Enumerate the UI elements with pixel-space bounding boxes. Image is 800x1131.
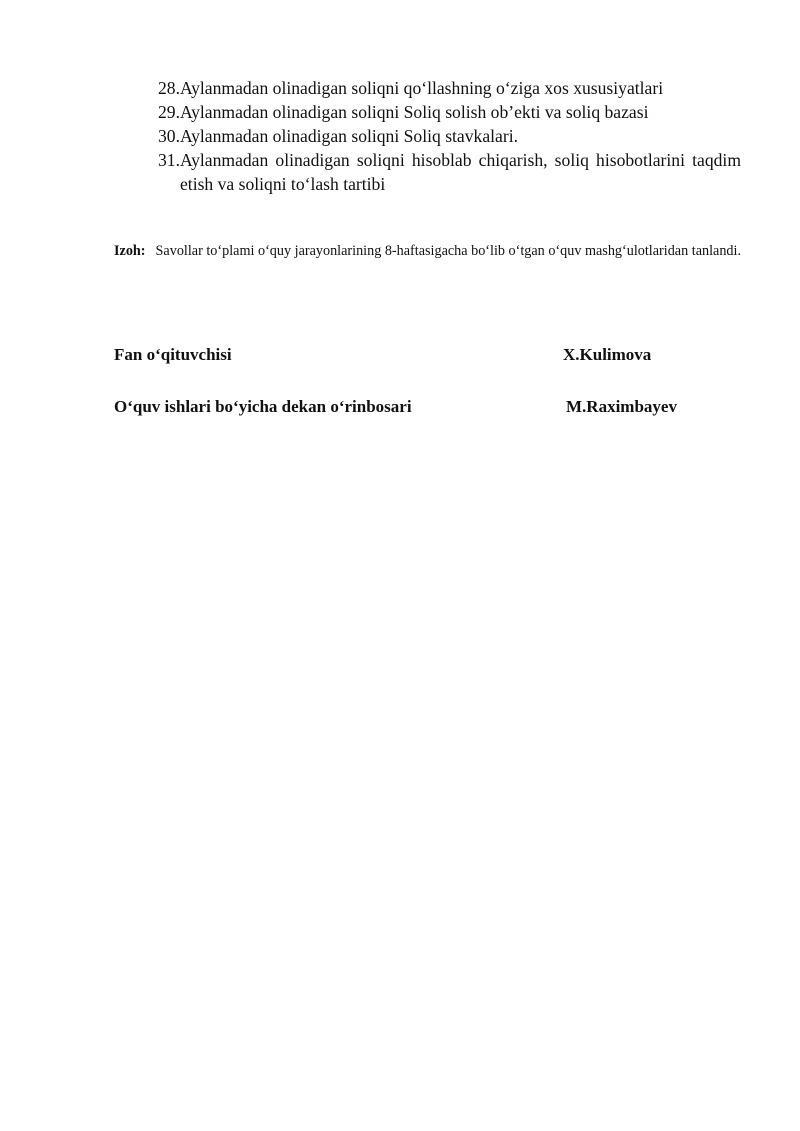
question-number: 30. [158, 126, 180, 146]
question-text: Aylanmadan olinadigan soliqni Soliq stavkalari. [180, 126, 518, 146]
signature-line-deputy-dean [114, 397, 741, 421]
signature-name: M.Raximbayev [566, 397, 677, 416]
question-list [158, 76, 741, 196]
question-item [158, 100, 741, 124]
signature-role: O‘quv ishlari bo‘yicha dekan o‘rinbosari [114, 397, 412, 416]
signature-line-teacher [114, 345, 741, 369]
question-text: Aylanmadan olinadigan soliqni Soliq solish ob’ekti va soliq bazasi [180, 102, 649, 122]
note-paragraph [114, 240, 741, 263]
question-item [158, 124, 741, 148]
signature-role: Fan o‘qituvchisi [114, 345, 232, 364]
question-item [158, 148, 741, 196]
question-number: 29. [158, 102, 180, 122]
question-item [158, 76, 741, 100]
question-number: 28. [158, 78, 180, 98]
question-text: Aylanmadan olinadigan soliqni qo‘llashning o‘ziga xos xususiyatlari [180, 78, 664, 98]
signature-name: X.Kulimova [563, 345, 652, 364]
note-label: Izoh: [114, 243, 146, 259]
question-number: 31. [158, 150, 180, 170]
question-text: Aylanmadan olinadigan soliqni hisoblab chiqarish, soliq hisobotlarini taqdim etish va soliqni to‘lash tartibi [180, 150, 741, 194]
note-text: Savollar to‘plami o‘quy jarayonlarining 8-haftasigacha bo‘lib o‘tgan o‘quv mashg‘ulotlaridan tanlandi. [155, 243, 741, 259]
